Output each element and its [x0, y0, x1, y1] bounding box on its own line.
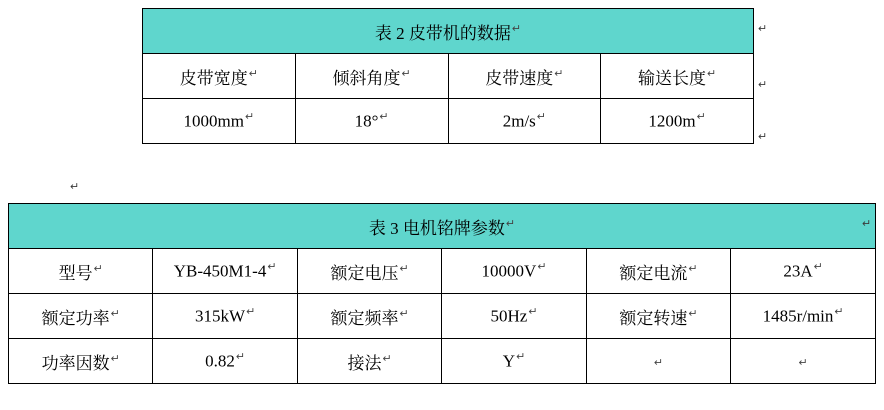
paragraph-mark-icon: ↵ [707, 67, 717, 80]
table-row [143, 54, 754, 99]
cell-text: 额定电压 [330, 263, 399, 283]
cell-text: 接法 [347, 353, 382, 373]
cell-text: 2m/s [502, 111, 536, 131]
table-3-cell-empty [586, 339, 730, 384]
cell-text: 315kW [195, 306, 246, 326]
table-row [9, 294, 876, 339]
table-3-cell [297, 339, 441, 384]
cell-text: 皮带宽度 [179, 68, 248, 88]
cell-text: 10000V [481, 261, 537, 281]
table-row [9, 339, 876, 384]
paragraph-mark-icon: ↵ [70, 181, 80, 193]
paragraph-mark-icon: ↵ [537, 261, 547, 274]
table-3-cell [153, 339, 297, 384]
table-3-cell [9, 294, 153, 339]
paragraph-mark-icon: ↵ [798, 357, 808, 369]
paragraph-mark-icon: ↵ [401, 67, 411, 80]
paragraph-mark-icon: ↵ [511, 22, 522, 35]
table-3-title [9, 204, 876, 249]
table-2-container [142, 8, 754, 144]
paragraph-mark-icon: ↵ [110, 352, 120, 365]
paragraph-mark-icon: ↵ [688, 262, 698, 275]
table-3-cell [297, 249, 441, 294]
cell-text: 0.82 [205, 351, 235, 371]
cell-text: 皮带速度 [485, 68, 554, 88]
paragraph-mark-icon: ↵ [696, 111, 706, 124]
cell-text: 型号 [58, 263, 93, 283]
paragraph-mark-icon: ↵ [244, 111, 255, 124]
paragraph-mark-icon: ↵ [235, 351, 246, 364]
paragraph-mark-icon: ↵ [554, 67, 564, 80]
table-3-cell [586, 249, 730, 294]
paragraph-mark-icon: ↵ [834, 306, 844, 319]
table-row [9, 249, 876, 294]
table-3-cell-empty [731, 339, 876, 384]
table-row [143, 9, 754, 54]
paragraph-mark-icon: ↵ [813, 261, 823, 274]
table-2-col-header [143, 54, 296, 99]
table-3-cell [9, 339, 153, 384]
table-3-cell [731, 294, 876, 339]
paragraph-mark-icon: ↵ [382, 352, 392, 365]
paragraph-mark-icon: ↵ [653, 357, 664, 369]
paragraph-mark-icon: ↵ [528, 306, 538, 319]
cell-text: 额定功率 [41, 308, 110, 328]
paragraph-mark-icon: ↵ [758, 131, 768, 143]
paragraph-mark-icon: ↵ [110, 307, 120, 320]
table-row [143, 99, 754, 144]
cell-text: 1485r/min [762, 306, 834, 326]
paragraph-mark-icon: ↵ [246, 306, 256, 319]
cell-text: YB-450M1-4 [173, 261, 267, 281]
cell-text: 额定转速 [619, 308, 688, 328]
table-3-cell [586, 294, 730, 339]
cell-text: Y [502, 351, 516, 371]
paragraph-mark-icon: ↵ [536, 111, 547, 124]
table-2-title-text: 表 2 皮带机的数据 [374, 23, 511, 43]
table-2 [142, 8, 754, 144]
paragraph-mark-icon: ↵ [267, 261, 277, 274]
table-3-cell [731, 249, 876, 294]
paragraph-mark-icon: ↵ [399, 262, 409, 275]
cell-text: 18° [354, 111, 379, 131]
table-3-cell [153, 249, 297, 294]
table-2-value [295, 99, 448, 144]
table-3-cell [9, 249, 153, 294]
paragraph-mark-icon: ↵ [758, 23, 768, 35]
paragraph-mark-icon: ↵ [688, 307, 698, 320]
cell-text: 50Hz [490, 306, 528, 326]
table-2-title [143, 9, 754, 54]
table-3-cell [442, 339, 586, 384]
paragraph-mark-icon: ↵ [758, 79, 768, 91]
paragraph-mark-icon: ↵ [248, 67, 258, 80]
cell-text: 功率因数 [41, 353, 110, 373]
cell-text: 1000mm [183, 111, 244, 131]
table-3-container [8, 203, 876, 384]
table-3-cell [153, 294, 297, 339]
cell-text: 23A [783, 261, 813, 281]
paragraph-mark-icon: ↵ [516, 351, 526, 364]
cell-text: 1200m [648, 111, 696, 131]
paragraph-mark-icon: ↵ [505, 217, 516, 230]
table-3-cell [297, 294, 441, 339]
table-2-value [143, 99, 296, 144]
paragraph-mark-icon: ↵ [399, 307, 409, 320]
paragraph-mark-icon: ↵ [379, 111, 389, 124]
table-2-value [448, 99, 601, 144]
table-3-title-text: 表 3 电机铭牌参数 [368, 218, 505, 238]
cell-text: 额定频率 [330, 308, 399, 328]
table-2-col-header [448, 54, 601, 99]
paragraph-mark-icon: ↵ [93, 262, 103, 275]
cell-text: 倾斜角度 [332, 68, 401, 88]
paragraph-mark-icon: ↵ [862, 218, 872, 230]
table-2-value [601, 99, 754, 144]
cell-text: 额定电流 [619, 263, 688, 283]
table-3-cell [442, 249, 586, 294]
cell-text: 输送长度 [638, 68, 707, 88]
table-2-col-header [295, 54, 448, 99]
table-2-col-header [601, 54, 754, 99]
table-3-cell [442, 294, 586, 339]
table-3 [8, 203, 876, 384]
table-row [9, 204, 876, 249]
